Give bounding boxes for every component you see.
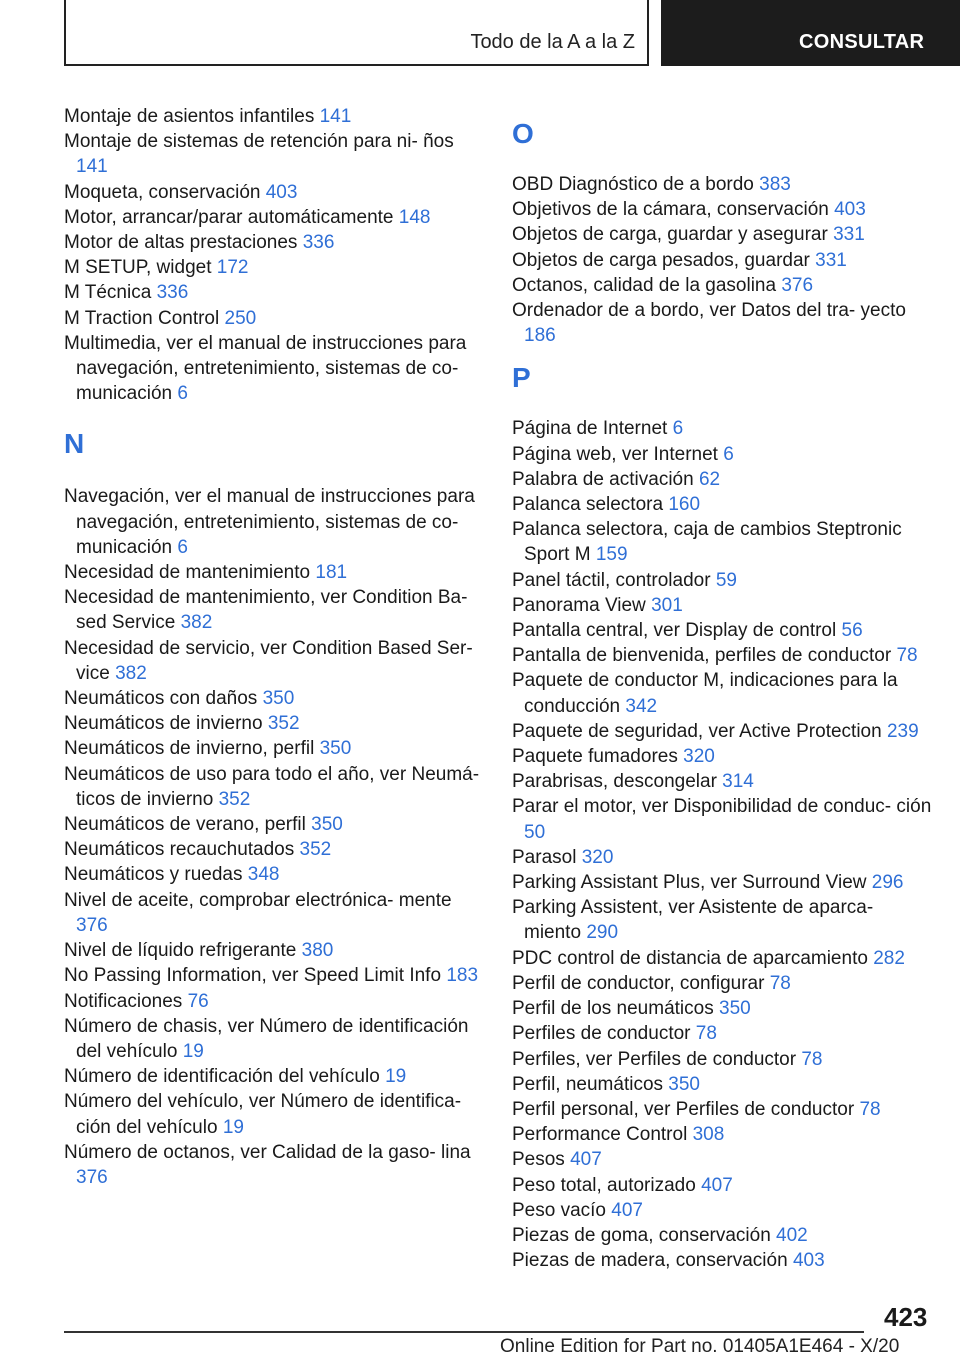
index-entry-term: Notificaciones: [64, 990, 183, 1012]
index-entry-term: Palanca selectora: [512, 494, 664, 516]
index-entry-term: Perfil, neumáticos: [512, 1073, 664, 1095]
index-entry-term: Parabrisas, descongelar: [512, 771, 717, 793]
index-entry: [512, 794, 932, 844]
page-reference-link[interactable]: 50: [524, 821, 546, 843]
index-entry-term: No Passing Information, ver Speed Limit Info: [64, 965, 442, 987]
index-entry-term: Pantalla de bienvenida, perfiles de conductor: [512, 645, 892, 667]
index-entry-term: Necesidad de mantenimiento: [64, 562, 311, 584]
page-reference-link[interactable]: 6: [723, 443, 734, 465]
index-entry-term: Peso total, autorizado: [512, 1174, 696, 1196]
index-entry: [512, 568, 932, 593]
index-entry: [64, 180, 484, 205]
index-entry: [64, 938, 484, 963]
page-reference-link[interactable]: 282: [873, 947, 905, 969]
section-letter-o: O: [512, 118, 534, 149]
index-entry: [512, 643, 932, 668]
index-entry-term: M Traction Control: [64, 307, 220, 329]
index-entry: [512, 416, 932, 441]
page-reference-link[interactable]: 350: [262, 688, 295, 710]
page-reference-link[interactable]: 296: [871, 872, 904, 894]
page-reference-link[interactable]: 183: [446, 965, 479, 987]
index-entry-term: Motor de altas prestaciones: [64, 232, 298, 254]
section-letter-p: P: [512, 362, 531, 394]
index-entry-term: Perfil de conductor, configurar: [512, 972, 765, 994]
index-entry-term: Parking Assistant Plus, ver Surround View: [512, 872, 867, 894]
page-reference-link[interactable]: 62: [698, 468, 721, 490]
page-reference-link[interactable]: 78: [896, 645, 918, 667]
index-entry-term: Ordenador de a bordo, ver Datos del tra‐ yecto: [512, 300, 906, 322]
index-entry: [512, 971, 932, 996]
index-entry-term: Paquete de seguridad, ver Active Protection: [512, 720, 882, 742]
page-reference-link[interactable]: 78: [801, 1048, 823, 1070]
index-entry: [512, 298, 932, 348]
index-column-left: [64, 104, 484, 1190]
index-entry: [64, 129, 484, 179]
page-reference-link[interactable]: 78: [859, 1098, 881, 1120]
page-reference-link[interactable]: 78: [769, 972, 791, 994]
index-entry-term: Piezas de goma, conservación: [512, 1224, 771, 1246]
page-number: 423: [884, 1302, 928, 1332]
index-entry-term: Montaje de asientos infantiles: [64, 106, 315, 127]
index-entry: [64, 1140, 484, 1190]
section-letter-n: N: [64, 428, 85, 460]
index-entry-term: Paquete de conductor M, indicaciones para la conducción: [512, 670, 898, 717]
header-breadcrumb-frame: [64, 0, 649, 66]
page-reference-link[interactable]: 308: [692, 1124, 725, 1146]
page-reference-link[interactable]: 148: [398, 206, 431, 228]
index-entry-term: M Técnica: [64, 282, 152, 304]
page-reference-link[interactable]: 59: [715, 569, 737, 591]
page-reference-link[interactable]: 160: [668, 494, 701, 516]
page-reference-link[interactable]: 342: [625, 695, 658, 717]
page-reference-link[interactable]: 19: [222, 1116, 244, 1138]
page-reference-link[interactable]: 380: [301, 940, 334, 962]
index-entry: [64, 331, 484, 407]
index-entry-term: Piezas de madera, conservación: [512, 1250, 788, 1272]
index-entry-term: Moqueta, conservación: [64, 181, 261, 203]
index-entry: [64, 1014, 484, 1064]
page-reference-link[interactable]: 403: [834, 199, 866, 221]
breadcrumb[interactable]: Todo de la A a la Z: [470, 31, 635, 53]
index-entry: [512, 769, 932, 794]
page-reference-link[interactable]: 78: [695, 1023, 717, 1045]
index-entry: [512, 273, 932, 298]
index-entry-term: Necesidad de servicio, ver Condition Based Ser‐ vice: [64, 637, 473, 684]
index-entry-term: Palabra de activación: [512, 468, 694, 490]
index-entry: [64, 280, 484, 305]
index-entry: [512, 845, 932, 870]
index-entry: [512, 744, 932, 769]
page-reference-link[interactable]: 56: [841, 620, 863, 642]
index-entry: [64, 205, 484, 230]
page-reference-link[interactable]: 181: [315, 562, 348, 584]
index-entry: [64, 888, 484, 938]
page-reference-link[interactable]: 403: [792, 1250, 825, 1272]
page-reference-link[interactable]: 239: [886, 720, 919, 742]
index-entry-term: Página de Internet: [512, 418, 668, 440]
index-entry-term: Montaje de sistemas de retención para ni‐ ños: [64, 131, 454, 153]
index-entry-term: Perfiles, ver Perfiles de conductor: [512, 1048, 797, 1070]
index-entry-term: Pesos: [512, 1149, 565, 1171]
page-reference-link[interactable]: 314: [722, 771, 754, 793]
page-reference-link[interactable]: 172: [216, 257, 249, 279]
index-entry-term: PDC control de distancia de aparcamiento: [512, 947, 868, 969]
index-entry-term: Neumáticos con daños: [64, 688, 258, 710]
index-entry: [512, 996, 932, 1021]
index-entry: [512, 222, 932, 247]
index-entry-term: Nivel de líquido refrigerante: [64, 940, 297, 962]
index-entry-term: Objetos de carga pesados, guardar: [512, 249, 810, 271]
index-entry: [512, 1072, 932, 1097]
index-entry: [512, 197, 932, 222]
page-reference-link[interactable]: 141: [319, 106, 352, 127]
index-entry-term: Parar el motor, ver Disponibilidad de conduc‐ ción: [512, 796, 932, 818]
index-entry: [512, 1097, 932, 1122]
index-entry-term: Objetos de carga, guardar y asegurar: [512, 224, 828, 246]
index-entry: [64, 1064, 484, 1089]
page-reference-link[interactable]: 6: [177, 536, 188, 558]
page-reference-link[interactable]: 402: [776, 1224, 808, 1246]
index-entry: [64, 636, 484, 686]
page-reference-link[interactable]: 331: [833, 224, 865, 246]
index-entry: [512, 593, 932, 618]
index-entry: [512, 618, 932, 643]
index-entry: [64, 963, 484, 988]
index-entry: [512, 248, 932, 273]
index-entry: [512, 172, 932, 197]
page-reference-link[interactable]: 350: [311, 814, 343, 836]
index-entry-term: Panorama View: [512, 594, 646, 616]
index-entry-term: Navegación, ver el manual de instrucciones para navegación, entretenimiento, sistemas de co‐ municación: [64, 486, 475, 558]
index-entry: [512, 1223, 932, 1248]
index-entry: [64, 1089, 484, 1139]
index-entry-term: Motor, arrancar/parar automáticamente: [64, 206, 394, 228]
index-entry-term: Objetivos de la cámara, conservación: [512, 199, 829, 221]
index-entry-term: Parking Assistent, ver Asistente de aparca‐ miento: [512, 897, 874, 944]
index-entry-term: Multimedia, ver el manual de instrucciones para navegación, entretenimiento, sistemas de co‐ municación: [64, 332, 467, 405]
index-entry: [64, 686, 484, 711]
index-entry: [512, 492, 932, 517]
page-reference-link[interactable]: 76: [187, 990, 209, 1012]
page-reference-link[interactable]: 382: [115, 662, 147, 684]
page-reference-link[interactable]: 141: [76, 156, 108, 178]
page-reference-link[interactable]: 331: [815, 249, 847, 271]
index-entry-term: OBD Diagnóstico de a bordo: [512, 174, 754, 195]
index-entry: [64, 484, 484, 560]
page-reference-link[interactable]: 250: [224, 307, 257, 329]
page-reference-link[interactable]: 320: [683, 746, 715, 768]
index-entry-term: Pantalla central, ver Display de control: [512, 620, 837, 642]
index-entry: [512, 467, 932, 492]
page-reference-link[interactable]: 6: [177, 383, 188, 405]
index-entry: [512, 1248, 932, 1273]
index-entry-term: Neumáticos de invierno: [64, 713, 263, 735]
index-entry: [64, 736, 484, 761]
index-entry: [64, 585, 484, 635]
page-reference-link[interactable]: 407: [611, 1199, 643, 1221]
index-entry: [512, 668, 932, 718]
footer-divider: [64, 1331, 864, 1333]
page-reference-link[interactable]: 290: [586, 922, 619, 944]
index-entry-term: Peso vacío: [512, 1199, 606, 1221]
page-reference-link[interactable]: 6: [672, 418, 684, 440]
index-entry-term: Performance Control: [512, 1124, 688, 1146]
page-reference-link[interactable]: 336: [156, 282, 189, 304]
index-entry-term: Palanca selectora, caja de cambios Steptronic Sport M: [512, 519, 902, 566]
index-entry: [512, 1198, 932, 1223]
index-entry-term: Paquete fumadores: [512, 746, 678, 768]
index-entry-term: Número de octanos, ver Calidad de la gaso‐ lina: [64, 1141, 471, 1163]
page-reference-link[interactable]: 376: [76, 914, 108, 936]
index-entry-term: Neumáticos de invierno, perfil: [64, 738, 315, 760]
index-entry-term: Perfil personal, ver Perfiles de conductor: [512, 1098, 855, 1120]
index-entry: [64, 989, 484, 1014]
page-reference-link[interactable]: 407: [701, 1174, 733, 1196]
index-entry-term: Número del vehículo, ver Número de identifica‐ ción del vehículo: [64, 1091, 462, 1138]
index-entry-term: Neumáticos y ruedas: [64, 864, 243, 886]
index-entry: [64, 862, 484, 887]
index-entry: [64, 711, 484, 736]
page-reference-link[interactable]: 350: [719, 998, 751, 1020]
index-entry: [512, 1122, 932, 1147]
page-reference-link[interactable]: 352: [299, 839, 332, 861]
page-reference-link[interactable]: 350: [668, 1073, 700, 1095]
index-entry-term: Página web, ver Internet: [512, 443, 718, 465]
index-entry-term: Perfiles de conductor: [512, 1023, 691, 1045]
page-reference-link[interactable]: 376: [76, 1166, 108, 1188]
index-entry: [64, 104, 484, 129]
page-reference-link[interactable]: 352: [218, 788, 251, 810]
index-entry-term: Nivel de aceite, comprobar electrónica‐ mente: [64, 889, 452, 911]
index-entry: [512, 1147, 932, 1172]
page-reference-link[interactable]: 336: [302, 232, 335, 254]
page-reference-link[interactable]: 186: [524, 325, 556, 347]
index-entry-term: Necesidad de mantenimiento, ver Condition Ba‐ sed Service: [64, 587, 468, 634]
page-reference-link[interactable]: 376: [781, 274, 814, 296]
page-reference-link[interactable]: 19: [182, 1040, 204, 1062]
page-reference-link[interactable]: 403: [265, 181, 298, 203]
index-entry: [512, 719, 932, 744]
index-entry-term: Neumáticos de uso para todo el año, ver Neumá‐ ticos de invierno: [64, 763, 480, 810]
index-entry-term: Número de chasis, ver Número de identificación del vehículo: [64, 1015, 469, 1062]
index-entry: [512, 946, 932, 971]
page-reference-link[interactable]: 320: [581, 846, 614, 868]
index-entry-term: Neumáticos de verano, perfil: [64, 814, 306, 836]
index-entry: [64, 306, 484, 331]
index-entry-term: M SETUP, widget: [64, 257, 212, 279]
index-entry: [64, 255, 484, 280]
index-entry: [512, 517, 932, 567]
page-reference-link[interactable]: 159: [595, 544, 628, 566]
index-entry: [512, 442, 932, 467]
page-reference-link[interactable]: 383: [759, 174, 791, 195]
tab-consultar[interactable]: [661, 0, 960, 66]
index-entry: [64, 812, 484, 837]
index-entry: [512, 870, 932, 895]
index-entry-term: Perfil de los neumáticos: [512, 998, 714, 1020]
page-reference-link[interactable]: 352: [267, 713, 300, 735]
page-reference-link[interactable]: 301: [651, 594, 683, 616]
index-entry: [512, 1047, 932, 1072]
index-entry: [512, 895, 932, 945]
index-entry: [512, 1173, 932, 1198]
index-column-right: [512, 104, 932, 1273]
page-reference-link[interactable]: 348: [247, 864, 280, 886]
index-entry-term: Parasol: [512, 846, 577, 868]
index-entry: [64, 762, 484, 812]
page-reference-link[interactable]: 350: [319, 738, 352, 760]
index-entry: [64, 230, 484, 255]
index-entry: [64, 837, 484, 862]
index-entry-term: Neumáticos recauchutados: [64, 839, 295, 861]
tab-consultar-label: CONSULTAR: [799, 31, 925, 53]
index-entry: [512, 1021, 932, 1046]
page-reference-link[interactable]: 382: [180, 612, 213, 634]
footer-edition: Online Edition for Part no. 01405A1E464 - X/20: [500, 1336, 900, 1357]
index-entry-term: Octanos, calidad de la gasolina: [512, 274, 777, 296]
page-reference-link[interactable]: 19: [385, 1066, 407, 1088]
index-entry-term: Número de identificación del vehículo: [64, 1066, 380, 1088]
page-reference-link[interactable]: 407: [570, 1149, 602, 1171]
index-entry: [64, 560, 484, 585]
index-entry-term: Panel táctil, controlador: [512, 569, 711, 591]
